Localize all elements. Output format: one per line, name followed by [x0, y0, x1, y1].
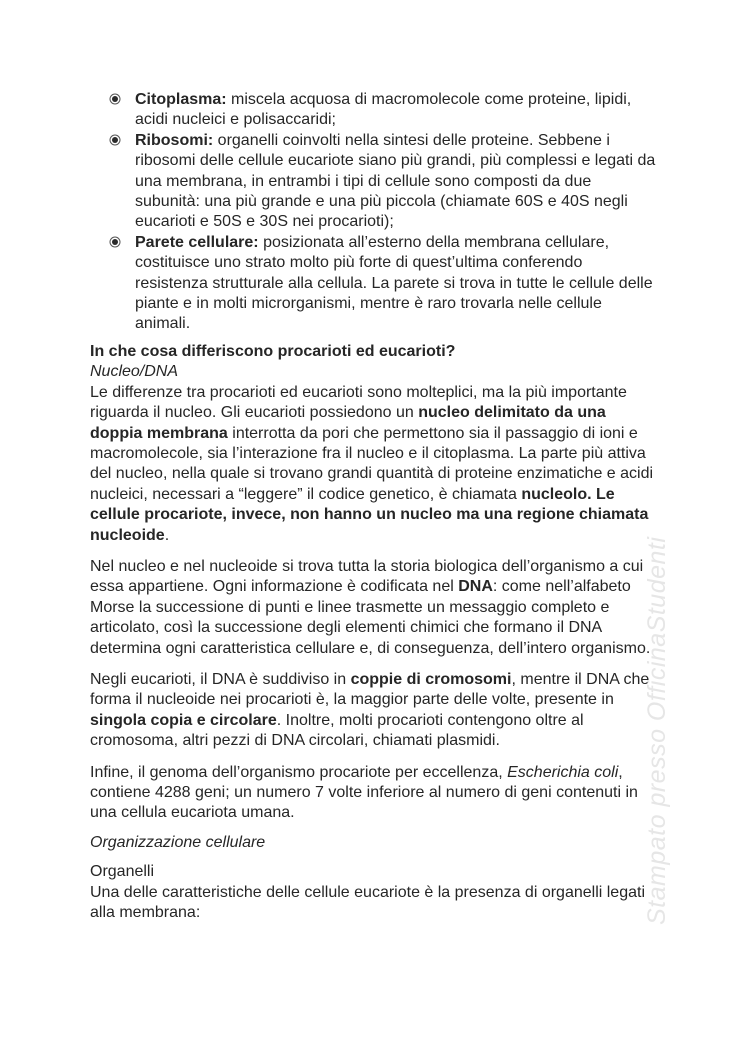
list-item-text: posizionata all’esterno della membrana cellulare, costituisce uno strato molto più forte di quest’ultima conferendo resistenza strutturale alla cellula. La parete si trova in tutte le cellule delle piante e in molti microrganismi, mentre è raro trovarla nelle cellule animali.: [135, 233, 653, 333]
list-item-text: miscela acquosa di macromolecole come proteine, lipidi, acidi nucleici e polisaccaridi;: [135, 91, 632, 129]
subheading-organizzazione: Organizzazione cellulare: [90, 833, 266, 851]
bullet-icon: [112, 96, 118, 102]
bold-run: coppie di cromosomi: [350, 670, 512, 688]
list-item-term: Parete cellulare:: [135, 233, 259, 251]
text-run: . Inoltre, molti procarioti contengono oltre al cromosoma, altri pezzi di DNA circolari, chiamati plasmidi.: [90, 711, 584, 750]
text-run: , contiene 4288 geni; un numero 7 volte inferiore al numero di geni contenuti in una cellula eucariota umana.: [90, 763, 638, 822]
text-run: Le differenze tra procarioti ed eucarioti sono molteplici, ma la più importante riguarda il nucleo. Gli eucarioti possiedono un: [90, 383, 627, 422]
list-item-term: Citoplasma:: [135, 91, 227, 108]
bold-run: nucleo delimitato da una doppia membrana: [90, 404, 606, 442]
italic-run: Escherichia coli: [507, 763, 619, 781]
text-run: , mentre il DNA che forma il nucleoide nei procarioti è, la maggior parte delle volte, presente in: [90, 670, 650, 709]
paragraph-genoma: [90, 763, 658, 824]
watermark: Stampato presso OfficinaStudenti: [643, 536, 671, 925]
list-item: [90, 233, 658, 335]
list-item: [90, 90, 658, 131]
organelle-list: [90, 90, 658, 335]
list-item-term: Ribosomi:: [135, 131, 214, 149]
bold-run: nucleolo. Le cellule procariote, invece, non hanno un nucleo ma una regione chiamata nucleoide: [90, 485, 649, 544]
text-run: : come nell’alfabeto Morse la successione di punti e linee trasmette un messaggio completo e articolato, così la successione degli elementi chimici che formano il DNA determina ogni caratteristica cellulare e, di conseguenza, dell’intero organismo.: [90, 578, 651, 657]
paragraph-cromosomi: [90, 670, 658, 752]
subheading-nucleo: Nucleo/DNA: [90, 363, 179, 381]
list-item: [90, 131, 658, 233]
paragraph-organelli: Una delle caratteristiche delle cellule eucariote è la presenza di organelli legati alla membrana:: [90, 883, 645, 922]
bullet-icon: [112, 239, 118, 245]
document-body: [90, 90, 658, 923]
paragraph-dna: [90, 557, 658, 659]
text-run: Negli eucarioti, il DNA è suddiviso in: [90, 670, 351, 688]
text-run: interrotta da pori che permettono sia il passaggio di ioni e macromolecole, sia l’interazione fra il nucleo e il citoplasma. La parte più attiva del nucleo, nella quale si trovano grandi quantità di proteine enzimatiche e acidi nucleici, necessari a “leggere” il codice genetico, è chiamata: [90, 424, 654, 503]
bold-run: DNA: [458, 578, 493, 596]
label-organelli: Organelli: [90, 863, 155, 881]
bold-run: singola copia e circolare: [90, 711, 277, 729]
text-run: .: [164, 526, 170, 544]
text-run: Infine, il genoma dell’organismo procariote per eccellenza,: [90, 763, 508, 781]
section-heading: In che cosa differiscono procarioti ed eucarioti?: [90, 342, 456, 360]
paragraph-nucleo: [90, 383, 658, 546]
bullet-icon: [112, 137, 118, 143]
text-run: Nel nucleo e nel nucleoide si trova tutta la storia biologica dell’organismo a cui essa appartiene. Ogni informazione è codificata nel: [90, 557, 644, 596]
list-item-text: organelli coinvolti nella sintesi delle proteine. Sebbene i ribosomi delle cellule eucariote siano più grandi, più complessi e legati da una membrana, in entrambi i tipi di cellule sono composti da due subunità: una più grande e una più piccola (chiamate 60S e 40S negli eucarioti e 50S e 30S nei procarioti);: [135, 131, 656, 231]
